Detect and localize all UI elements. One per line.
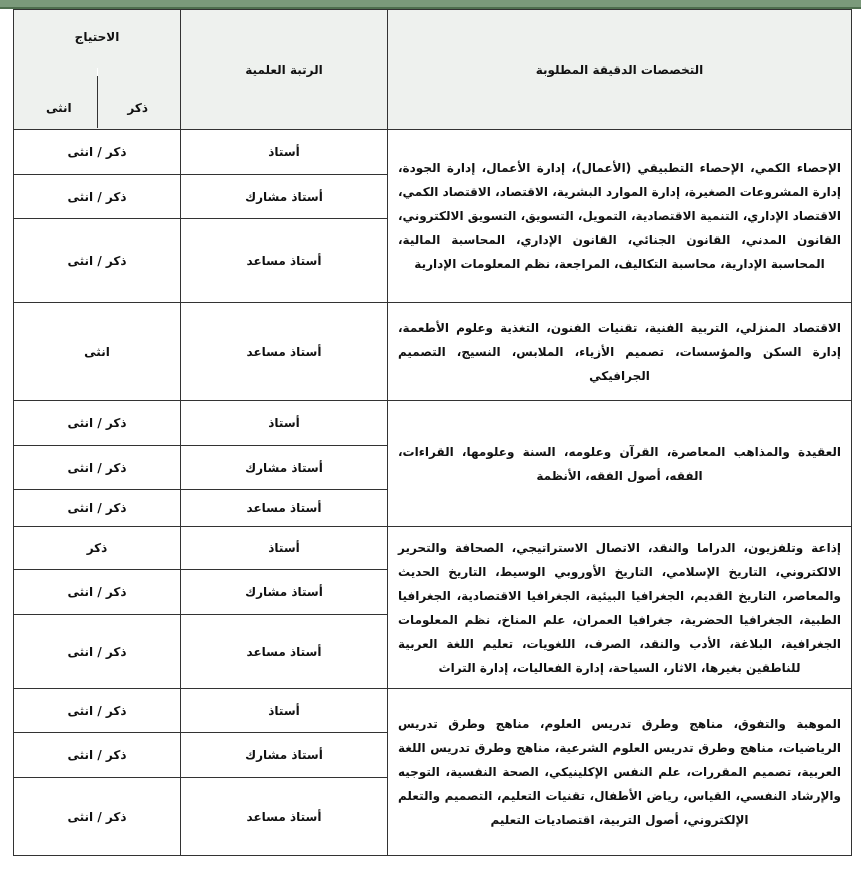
need-cell: ذكر / انثى bbox=[14, 175, 181, 219]
need-cell: ذكر / انثى bbox=[14, 615, 181, 689]
staffing-needs-table bbox=[13, 9, 852, 856]
need-cell: ذكر / انثى bbox=[14, 130, 181, 175]
table-row bbox=[14, 527, 852, 570]
male-subheader: ذكر bbox=[127, 101, 148, 115]
need-cell: ذكر / انثى bbox=[14, 219, 181, 303]
need-cell: ذكر / انثى bbox=[14, 570, 181, 615]
subheader-divider-gap bbox=[97, 68, 98, 76]
specializations-cell: الاقتصاد المنزلي، التربية الفنية، تقنيات الفنون، التغذية وعلوم الأطعمة، إدارة السكن والمؤسسات، تصميم الأزياء، الملابس، النسيج، التصميم الجرافيكي bbox=[388, 303, 852, 401]
need-cell: ذكر / انثى bbox=[14, 446, 181, 490]
table-row bbox=[14, 401, 852, 446]
rank-cell: أستاذ bbox=[181, 130, 388, 175]
specializations-cell: العقيدة والمذاهب المعاصرة، القرآن وعلومه، السنة وعلومها، القراءات، الفقه، أصول الفقه، الأنظمة bbox=[388, 401, 852, 527]
rank-cell: أستاذ مساعد bbox=[181, 615, 388, 689]
rank-cell: أستاذ bbox=[181, 527, 388, 570]
rank-cell: أستاذ bbox=[181, 401, 388, 446]
specializations-cell: إذاعة وتلفزيون، الدراما والنقد، الاتصال الاستراتيجي، الصحافة والتحرير الالكتروني، التاريخ الإسلامي، التاريخ الأوروبي الوسيط، التاريخ الحديث والمعاصر، التاريخ القديم، الجغرافيا البيئية، الجغرافيا الاقتصادية، الجغرافيا الطبية، الجغرافيا الحضرية، جغرافيا العمران، علم المناخ، نظم المعلومات الجغرافية، البلاغة، الأدب والنقد، الصرف، اللغويات، تعليم اللغة العربية للناطقين بغيرها، الاثار، السياحة، إدارة الفعاليات، إدارة التراث bbox=[388, 527, 852, 689]
specializations-cell: الإحصاء الكمي، الإحصاء التطبيقي (الأعمال)، إدارة الأعمال، إدارة الجودة، إدارة المشروعات الصغيرة، إدارة الموارد البشرية، الاقتصاد، الاقتصاد الكمي، الاقتصاد الإداري، التنمية الاقتصادية، التمويل، التسويق، التسويق الالكتروني، القانون المدني، القانون الجنائي، القانون الإداري، المحاسبة المالية، المحاسبة الإدارية، محاسبة التكاليف، المراجعة، نظم المعلومات الإدارية bbox=[388, 130, 852, 303]
table-row bbox=[14, 303, 852, 401]
rank-header: الرتبة العلمية bbox=[181, 10, 388, 130]
need-cell: ذكر / انثى bbox=[14, 401, 181, 446]
rank-cell: أستاذ مساعد bbox=[181, 778, 388, 856]
need-cell: انثى bbox=[14, 303, 181, 401]
rank-cell: أستاذ مشارك bbox=[181, 570, 388, 615]
need-header bbox=[14, 10, 181, 130]
rank-cell: أستاذ مشارك bbox=[181, 446, 388, 490]
rank-cell: أستاذ مساعد bbox=[181, 219, 388, 303]
need-cell: ذكر / انثى bbox=[14, 490, 181, 527]
subheader-divider bbox=[97, 68, 98, 128]
header-row bbox=[14, 10, 852, 130]
rank-cell: أستاذ مشارك bbox=[181, 733, 388, 778]
need-cell: ذكر / انثى bbox=[14, 689, 181, 733]
table-row bbox=[14, 130, 852, 175]
rank-cell: أستاذ bbox=[181, 689, 388, 733]
specializations-cell: الموهبة والتفوق، مناهج وطرق تدريس العلوم، مناهج وطرق تدريس الرياضيات، مناهج وطرق تدريس العلوم الشرعية، مناهج وطرق تدريس اللغة العربية، تصميم المقررات، علم النفس الإكلينيكي، الصحة النفسية، التوجيه والإرشاد النفسي، القياس، رياض الأطفال، تقنيات التعليم، التصميم والتعلم الإلكتروني، أصول التربية، اقتصاديات التعليم bbox=[388, 689, 852, 856]
need-cell: ذكر / انثى bbox=[14, 733, 181, 778]
female-subheader: انثى bbox=[46, 101, 72, 115]
top-border bbox=[0, 0, 861, 9]
need-cell: ذكر / انثى bbox=[14, 778, 181, 856]
rank-cell: أستاذ مساعد bbox=[181, 303, 388, 401]
rank-cell: أستاذ مساعد bbox=[181, 490, 388, 527]
table-row bbox=[14, 689, 852, 733]
specializations-header: التخصصات الدقيقة المطلوبة bbox=[388, 10, 852, 130]
rank-cell: أستاذ مشارك bbox=[181, 175, 388, 219]
need-cell: ذكر bbox=[14, 527, 181, 570]
need-title: الاحتياج bbox=[74, 30, 120, 44]
